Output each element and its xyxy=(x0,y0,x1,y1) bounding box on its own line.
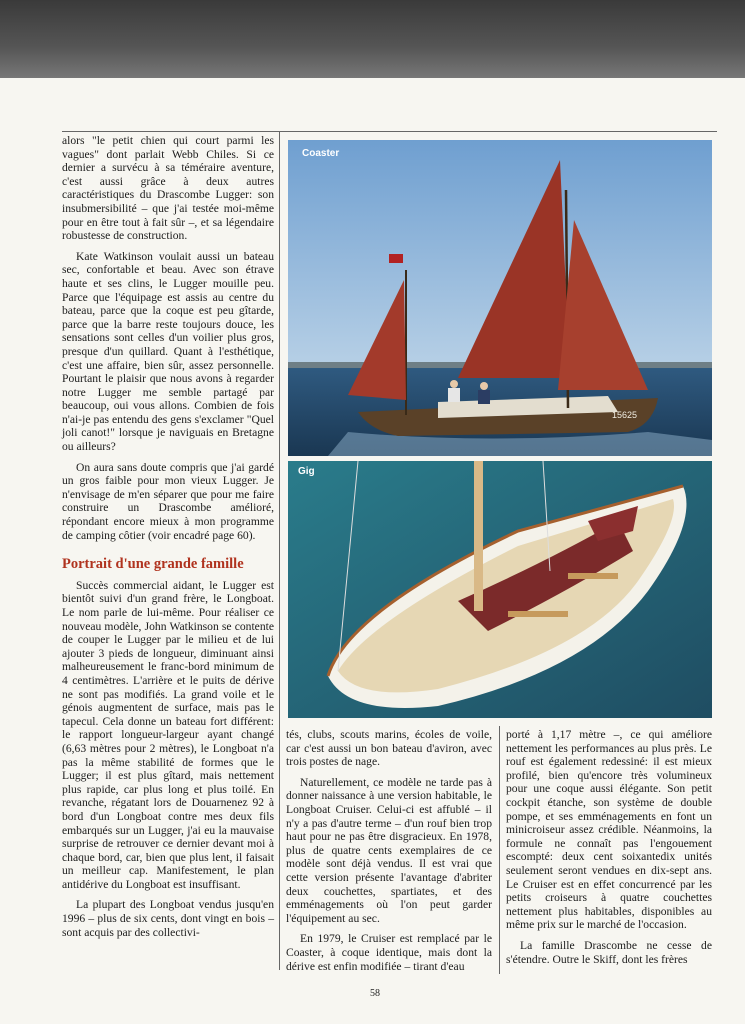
column-rule-left xyxy=(279,132,280,970)
text-column-2 xyxy=(286,728,492,980)
gig-photo xyxy=(288,461,712,718)
frame-top-rule xyxy=(62,131,717,132)
paragraph: Succès commercial aidant, le Lugger est bientôt suivi d'un grand frère, le Longboat. Le nom parle de lui-même. Pour réaliser ce nouveau modèle, John Watkinson se contente de couper le Lugger par le milieu et de lui ajouter 3 pieds de longueur, diminuant ainsi malheureusement le franc-bord minimum de 4 centimètres. L'arrière et le puits de dérive ne sont pas modifiés. La grand voile et le génois augmentent de surface, mais pas le tapecul. Cela donne un bateau fort différent: le rapport longueur-largeur ayant changé (6,63 mètres pour 2 mètres), le Longboat n'a pas la même stabilité de formes que le Lugger; il est plus gîtard, mais nettement plus rapide, car plus long et plus toilé. En revanche, régatant lors de Douarnenez 92 à bord d'un Longboat contre mes deux fils embarqués sur un Lugger, j'ai eu la mauvaise surprise de retrouver ce dernier devant moi à chaque bord, car, bien que plus lent, il faisait un meilleur cap. Manifestement, le plan antidérive du Longboat est insuffisant. xyxy=(62,578,274,891)
paragraph: La famille Drascombe ne cesse de s'étendre. Outre le Skiff, dont les frères xyxy=(506,938,712,966)
sail-number: 15625 xyxy=(612,410,638,420)
paragraph: On aura sans doute compris que j'ai gardé un gros faible pour mon vieux Lugger. Je n'envisage de m'en séparer que pour me faire construire un Drascombe amélioré, répondant encore mieux à mon programme de camping côtier (voir encadré page 60). xyxy=(62,460,274,542)
paragraph: porté à 1,17 mètre –, ce qui améliore nettement les performances au plus près. Le rouf est également redessiné: il est mieux profilé, bien qu'encore très volumineux pour une coque aussi élégante. Son petit cockpit étanche, son système de double pompe, et ses emménagements en font un minicroiseur assez crédible. Néanmoins, la formule ne connaît pas l'engouement escompté: deux cent soixantedix unités seulement seront vendues en dix-sept ans. Le Cruiser est en effet concurrencé par les petits croiseurs à quatre couchettes nettement plus habitables, disponibles au même prix sur le marché de l'occasion. xyxy=(506,728,712,932)
paragraph: alors "le petit chien qui court parmi les vagues" dont parlait Webb Chiles. Si ce dernier a survécu à sa téméraire aventure, c'est aussi grâce à deux autres caractéristiques du Drascombe Lugger: son insubmersibilité – que j'ai testée moi-même pour en être tout à fait sûr –, et sa légendaire robustesse de construction. xyxy=(62,134,274,243)
text-column-3 xyxy=(506,728,712,973)
paragraph: Naturellement, ce modèle ne tarde pas à donner naissance à une version habitable, le Longboat Cruiser. Celui-ci est affublé – il n'y a pas d'autre terme – d'un rouf bien trop haut pour ne pas être disgracieux. En 1978, plus de quatre cents exemplaires de ce modèle sont déjà vendus. Il est vrai que cette version présente l'avantage d'abriter deux couchettes, spartiates, et des emménagements où l'on peut garder l'équipement au sec. xyxy=(286,775,492,925)
scan-background xyxy=(0,0,745,78)
coaster-photo xyxy=(288,140,712,456)
section-heading: Portrait d'une grande famille xyxy=(62,556,244,573)
text-column-1 xyxy=(62,134,274,946)
paragraph: En 1979, le Cruiser est remplacé par le Coaster, à coque identique, mais dont la dérive est enfin modifiée – tirant d'eau xyxy=(286,932,492,973)
paragraph: Kate Watkinson voulait aussi un bateau sec, confortable et beau. Avec son étrave haute et ses clins, le Lugger mouille peu. Parce que l'équipage est assis au centre du bateau, parce que la coque est peu gîtarde, parce que la barre reste toujours douce, les sensations sont celles d'un voilier plus gros, presque d'un quillard. Quant à l'esthétique, c'est une affaire, bien sûr, assez personnelle. Pourtant le plaisir que nous avons à regarder notre Lugger me semble partagé par beaucoup, oui vous allons. Combien de fois n'ai-je pas entendu des gens s'exclamer "Quel joli canot!" lorsque je naviguais en Bretagne ou ailleurs? xyxy=(62,249,274,454)
coaster-caption: Coaster xyxy=(302,148,340,159)
paragraph: tés, clubs, scouts marins, écoles de voile, car c'est aussi un bon bateau d'aviron, avec trois postes de nage. xyxy=(286,728,492,769)
column-rule-right xyxy=(499,726,500,974)
paragraph: La plupart des Longboat vendus jusqu'en 1996 – plus de six cents, dont vingt en bois – sont acquis par des collectivi- xyxy=(62,898,274,939)
page-number: 58 xyxy=(370,988,380,999)
gig-caption: Gig xyxy=(298,466,315,477)
